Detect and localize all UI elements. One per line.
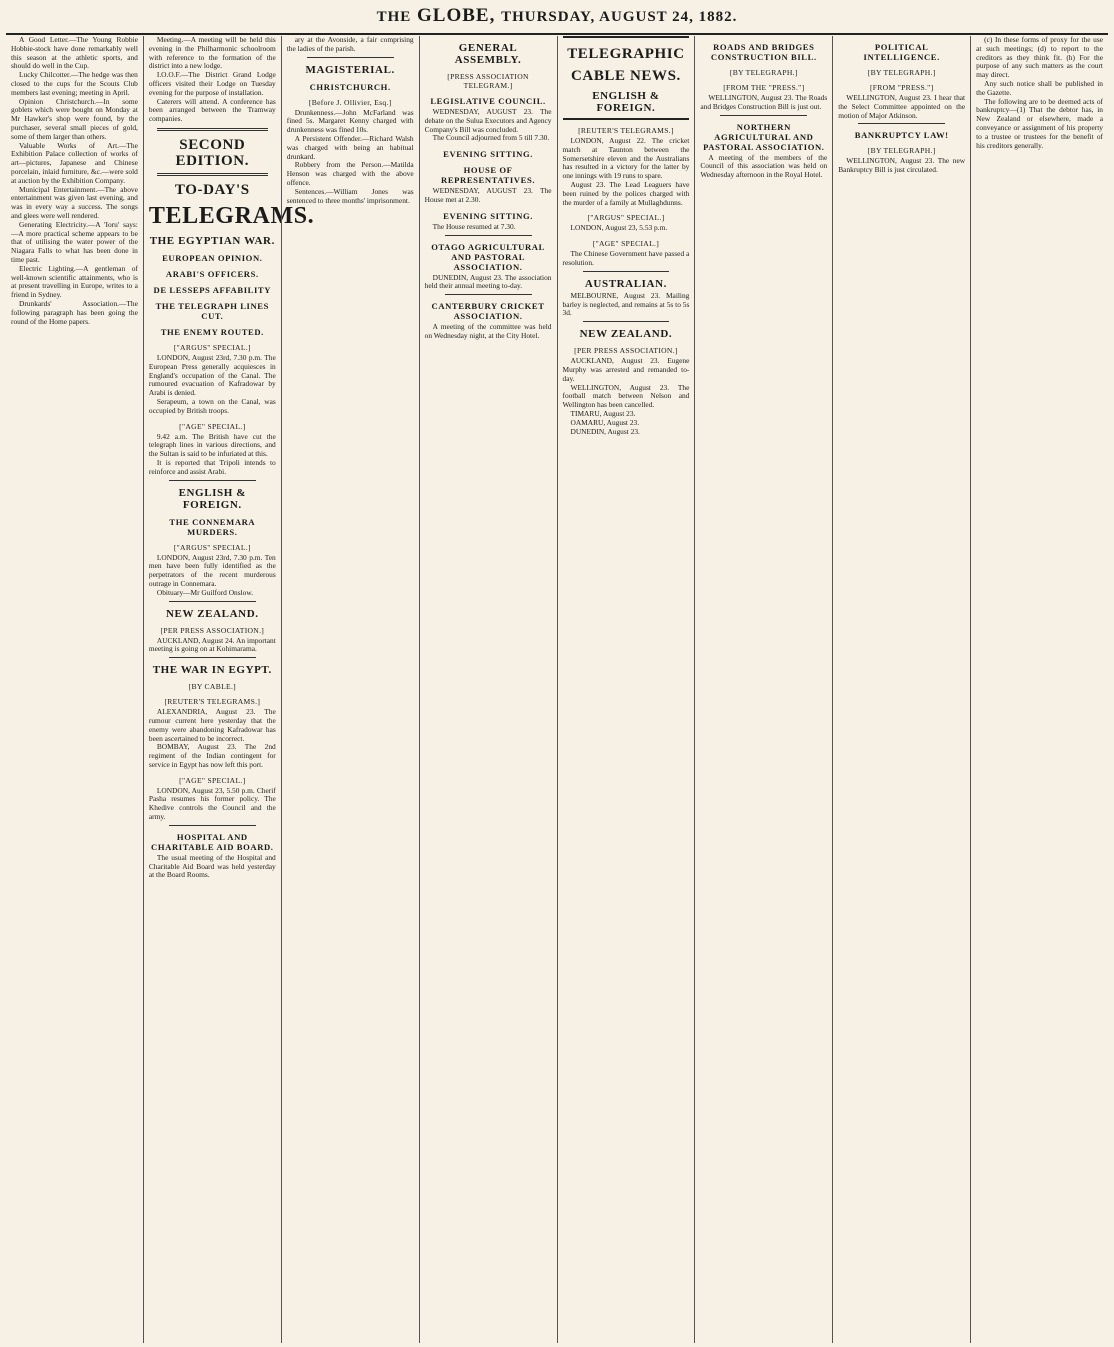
divider <box>720 115 807 116</box>
divider <box>583 321 670 322</box>
source-tag: [PER PRESS ASSOCIATION.] <box>160 625 265 635</box>
paragraph: TIMARU, August 23. <box>570 408 636 418</box>
paragraph: Sentences.—William Jones was sentenced to three months' imprisonment. <box>286 186 414 205</box>
source-tag: [PRESS ASSOCIATION TELEGRAM.] <box>447 72 529 90</box>
source-tag: [BY TELEGRAPH.] <box>867 68 936 77</box>
subheading: THE CONNEMARA MURDERS. <box>169 516 256 537</box>
divider <box>307 57 394 58</box>
paragraph: A meeting of the members of the Council of this association was held on Wednesday afternoon in the Royal Hotel. <box>700 152 828 180</box>
section-heading: POLITICAL INTELLIGENCE. <box>863 42 940 62</box>
section-heading: HOSPITAL AND CHARITABLE AID BOARD. <box>151 831 274 852</box>
subheading: EVENING SITTING. <box>443 210 533 221</box>
source-tag: [Before J. Ollivier, Esq.] <box>308 97 392 107</box>
paragraph: A Persistent Offender.—Richard Walsh was charged with being an habitual drunkard. <box>286 133 414 161</box>
section-heading: OTAGO AGRICULTURAL AND PASTORAL ASSOCIATION. <box>431 241 545 272</box>
paragraph: Opinion Christchurch.—In some goblets which were bought on Monday at Mr Hawker's shop were found, by the purchaser, several small pieces of gold, some of them larger than others. <box>11 96 138 141</box>
source-tag: ["ARGUS" SPECIAL.] <box>173 342 251 352</box>
column-3 <box>281 36 419 1343</box>
paragraph: WELLINGTON, August 23. The new Bankruptcy Bill is just circulated. <box>838 156 966 175</box>
telegrams-heading: TELEGRAMS. <box>148 202 315 229</box>
paragraph: Serapeum, a town on the Canal, was occupied by British troops. <box>148 396 276 415</box>
paragraph: WEDNESDAY, AUGUST 23. The House met at 2.30. <box>424 186 552 204</box>
divider <box>445 294 532 295</box>
masthead <box>6 4 1108 35</box>
paragraph: WEDNESDAY, AUGUST 23. The debate on the Sulua Executors and Agency Company's Bill was concluded. <box>424 107 552 134</box>
paragraph: ALEXANDRIA, August 23. The rumour current here yesterday that the enemy were abandoning Kafradowar has been ascertained to be incorrect. <box>148 707 276 743</box>
paragraph: Generating Electricity.—A 'Ioru' says:—A more practical scheme appears to be that of utilising the water power of the Niagara Falls to what has been done in time past. <box>11 219 138 264</box>
paragraph: DUNEDIN, August 23. The association held their annual meeting to-day. <box>424 272 552 291</box>
subheading: CHRISTCHURCH. <box>309 81 391 92</box>
paragraph: Electric Lighting.—A gentleman of well-known scientific attainments, who is at present travelling in Europe, writes to a friend in Sydney. <box>11 263 138 300</box>
paragraph: I.O.O.F.—The District Grand Lodge officers visited their Lodge on Tuesday evening for the purpose of installation. <box>148 70 276 97</box>
source-tag: [FROM THE "PRESS."] <box>723 83 805 92</box>
paragraph: LONDON, August 23rd, 7.30 p.m. Ten men have been fully identified as the perpetrators of the recent murderous outrage in Connemara. <box>148 552 276 588</box>
paragraph: MELBOURNE, August 23. Mailing barley is neglected, and remains at 5s to 5s 3d. <box>562 290 690 318</box>
paragraph: Meeting.—A meeting will be held this evening in the Philharmonic schoolroom with reference to the formation of the district into a new lodge. <box>148 35 276 71</box>
column-8 <box>970 36 1108 1343</box>
paragraph: The Council adjourned from 5 till 7.30. <box>432 133 550 143</box>
section-heading: AUSTRALIAN. <box>584 277 667 290</box>
section-heading: CANTERBURY CRICKET ASSOCIATION. <box>431 301 545 322</box>
section-heading: NORTHERN AGRICULTURAL AND PASTORAL ASSOCIATION. <box>703 121 825 152</box>
paragraph: Valuable Works of Art.—The Exhibition Palace collection of works of art—pictures, Japanese and Chinese porcelain, inlaid furniture, &c.—were sold at auction by the Exhibition Company. <box>11 140 138 185</box>
paragraph: The following are to be deemed acts of bankruptcy—(1) That the debtor has, in New Zealand or elsewhere, made a conveyance or assignment of his property to a trustee or trustees for the benefit of his creditors generally. <box>976 96 1103 150</box>
paragraph: AUCKLAND, August 23. Eugene Murphy was arrested and remanded to-day. <box>562 356 690 383</box>
subheading: LEGISLATIVE COUNCIL. <box>430 96 546 106</box>
paragraph: LONDON, August 23, 5.53 p.m. <box>570 223 668 233</box>
section-heading: NEW ZEALAND. <box>166 607 259 620</box>
divider <box>583 271 670 272</box>
paragraph: WELLINGTON, August 23. The football match between Nelson and Wellington has been cancelled. <box>562 382 690 410</box>
section-heading: ENGLISH & FOREIGN. <box>178 486 247 511</box>
source-tag: [BY CABLE.] <box>188 682 236 692</box>
source-tag: [REUTER'S TELEGRAMS.] <box>164 697 261 707</box>
paragraph: The House resumed at 7.30. <box>432 221 516 231</box>
paragraph: DUNEDIN, August 23. <box>570 426 640 436</box>
paragraph: Municipal Entertainment.—The above entertainment was given last evening, and was in every way a success. The songs and glees were well rendered. <box>11 184 138 220</box>
divider <box>169 601 256 602</box>
paragraph: ary at the Avonside, a fair comprising the ladies of the parish. <box>286 35 414 53</box>
paragraph: WELLINGTON, August 23. I hear that the Select Committee appointed on the motion of Major Atkinson. <box>838 93 966 120</box>
paragraph: Robbery from the Person.—Matilda Henson was charged with the above offence. <box>286 160 414 187</box>
paragraph: The usual meeting of the Hospital and Charitable Aid Board was held yesterday at the Board Rooms. <box>148 852 276 880</box>
divider <box>157 128 268 131</box>
section-heading: BANKRUPTCY LAW! <box>854 130 949 141</box>
section-heading: ENGLISH & FOREIGN. <box>592 90 660 114</box>
section-heading: MAGISTERIAL. <box>305 63 395 76</box>
paragraph: The Chinese Government have passed a resolution. <box>562 249 690 267</box>
paragraph: 9.42 a.m. The British have cut the telegraph lines in various directions, and the Sultan is said to be infuriated at this. <box>148 431 276 459</box>
column-7 <box>832 36 970 1343</box>
source-tag: [REUTER'S TELEGRAMS.] <box>578 126 674 135</box>
paragraph: Obituary—Mr Guilford Onslow. <box>156 587 254 597</box>
source-tag: ["AGE" SPECIAL.] <box>179 775 246 785</box>
paragraph: AUCKLAND, August 24. An important meeting is going on at Kohimarama. <box>148 635 276 654</box>
telegraphic-banner <box>563 36 690 120</box>
masthead-date: THURSDAY, AUGUST 24, 1882. <box>501 9 738 25</box>
paragraph: It is reported that Tripoli intends to reinforce and assist Arabi. <box>148 457 276 476</box>
divider <box>169 480 256 481</box>
subheading: ARABI'S OFFICERS. <box>165 268 259 279</box>
paragraph: BOMBAY, August 23. The 2nd regiment of the Indian contingent for service in Egypt has now left this port. <box>148 742 276 769</box>
source-tag: ["AGE" SPECIAL.] <box>179 421 246 431</box>
section-heading: NEW ZEALAND. <box>579 328 673 341</box>
subheading: DE LESSEPS AFFABILITY <box>153 284 272 295</box>
paragraph: A Good Letter.—The Young Robbie Hobbie-stock have done remarkably well this season at the athletic sports, and should do well in the Cup. <box>11 35 138 71</box>
paragraph: Drunkards' Association.—The following paragraph has been going the round of the Home papers. <box>11 298 138 326</box>
paragraph: Any such notice shall be published in the Gazette. <box>976 78 1103 97</box>
subheading: HOUSE OF REPRESENTATIVES. <box>441 165 536 186</box>
section-heading: THE WAR IN EGYPT. <box>152 664 272 677</box>
divider <box>858 123 945 124</box>
todays-heading: TO-DAY'S <box>174 181 250 198</box>
telegraphic-heading: TELEGRAPHIC <box>567 46 685 62</box>
source-tag: [BY TELEGRAPH.] <box>729 68 798 77</box>
source-tag: [BY TELEGRAPH.] <box>867 146 936 156</box>
divider <box>157 173 268 176</box>
column-5 <box>557 36 695 1343</box>
column-6 <box>694 36 832 1343</box>
paragraph: Lucky Chilcotter.—The hedge was then closed to the cups for the Scouts Club members last evening; meeting in April. <box>11 70 138 97</box>
column-1 <box>6 36 143 1343</box>
subheading: THE TELEGRAPH LINES CUT. <box>155 300 270 321</box>
paragraph: OAMARU, August 23. <box>570 417 640 427</box>
paragraph: LONDON, August 23rd, 7.30 p.m. The European Press generally acquiesces in England's occupation of the Canal. The rumoured evacuation of Kafradowar by Arabi is denied. <box>148 352 276 398</box>
paragraph: LONDON, August 23, 5.50 p.m. Cherif Pasha resumes his former policy. The Khedive controls the Council and the army. <box>148 785 276 822</box>
subheading: THE ENEMY ROUTED. <box>160 326 264 337</box>
section-heading: ROADS AND BRIDGES CONSTRUCTION BILL. <box>710 42 817 62</box>
masthead-title: GLOBE, <box>417 5 496 26</box>
source-tag: [FROM "PRESS."] <box>869 83 934 92</box>
cable-news-heading: CABLE NEWS. <box>570 68 681 84</box>
columns <box>6 36 1108 1343</box>
subheading: EUROPEAN OPINION. <box>162 252 263 263</box>
paragraph: LONDON, August 22. The cricket match at Taunton between the Somersetshire eleven and the Australians has resulted in a victory for the latter by one innings with 19 runs to spare. <box>562 136 690 181</box>
source-tag: ["ARGUS" SPECIAL.] <box>173 542 251 552</box>
paragraph: (c) In these forms of proxy for the use at such meetings; (d) to report to the creditors as they think fit. (h) For the purpose of any such matters as the court may direct. <box>976 35 1103 80</box>
paragraph: WELLINGTON, August 23. The Roads and Bridges Construction Bill is just out. <box>700 93 828 111</box>
divider <box>169 825 256 826</box>
subheading: EVENING SITTING. <box>443 149 533 160</box>
section-heading: THE EGYPTIAN WAR. <box>149 234 275 247</box>
second-edition-heading: SECOND EDITION. <box>175 136 250 169</box>
section-heading: GENERAL ASSEMBLY. <box>454 42 522 66</box>
divider <box>445 235 532 236</box>
column-2 <box>143 35 315 1343</box>
column-4 <box>419 36 557 1343</box>
paragraph: A meeting of the committee was held on Wednesday night, at the City Hotel. <box>424 322 552 340</box>
paragraph: August 23. The Lead Leaguers have been ruined by the polices charged with the murder of a family at Mullaghdunns. <box>562 179 690 207</box>
source-tag: [PER PRESS ASSOCIATION.] <box>574 346 678 356</box>
masthead-article: THE <box>376 9 412 25</box>
divider <box>169 657 256 658</box>
source-tag: ["ARGUS" SPECIAL.] <box>587 213 665 223</box>
paragraph: Caterers will attend. A conference has been arranged between the Tramway companies. <box>148 96 276 124</box>
paragraph: Drunkenness.—John McFarland was fined 5s. Margaret Kenny charged with drunkenness was fined 10s. <box>286 107 414 135</box>
source-tag: ["AGE" SPECIAL.] <box>592 239 660 249</box>
